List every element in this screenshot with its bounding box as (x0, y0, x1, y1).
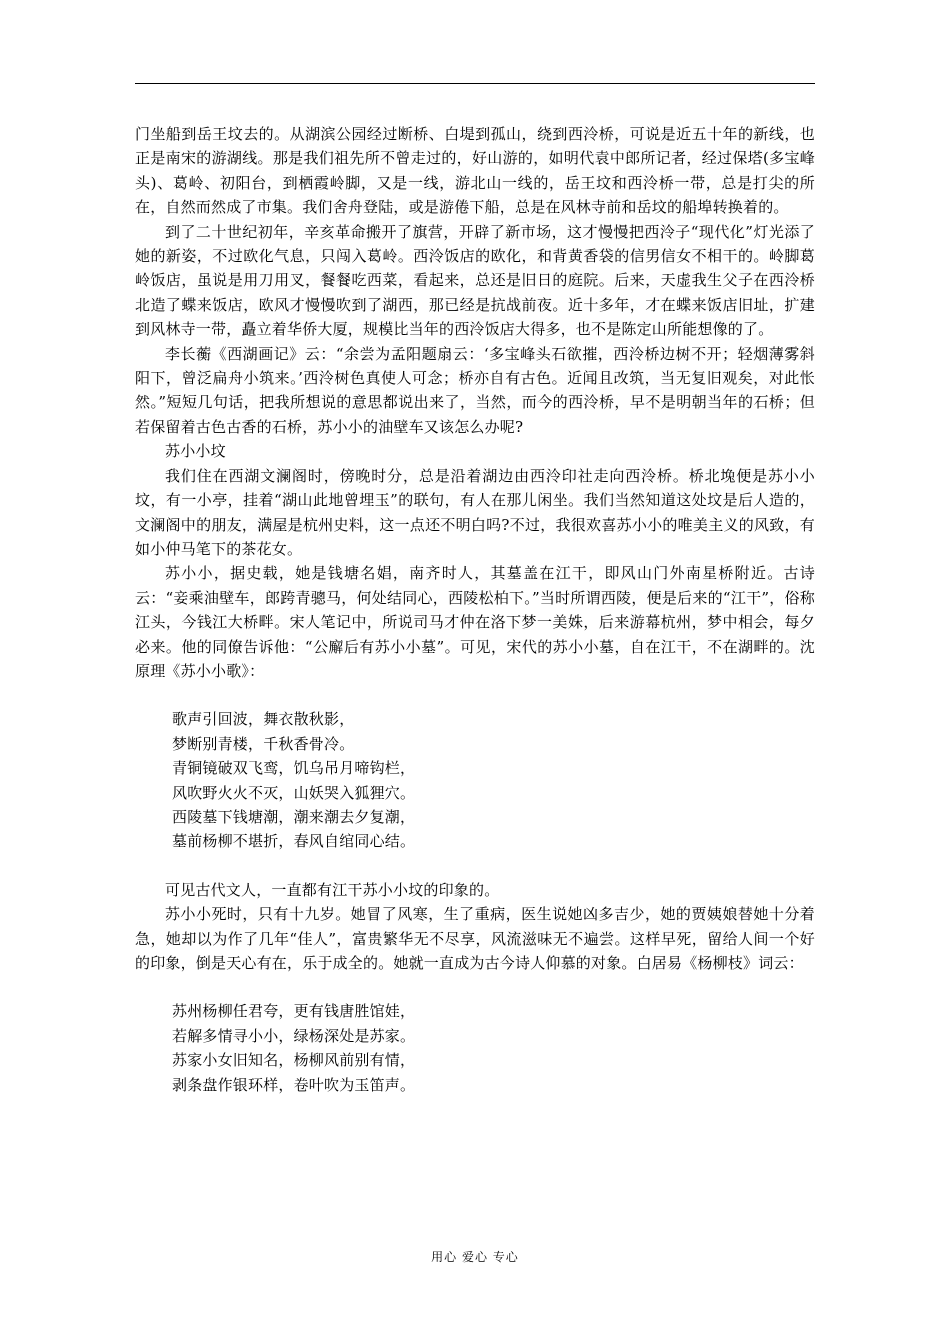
poem-line: 墓前杨柳不堪折，春风自绾同心结。 (172, 832, 416, 851)
poem-line: 剥条盘作银环样，卷叶吹为玉笛声。 (172, 1075, 416, 1094)
poem-su-xiaoxiao-song (135, 707, 815, 853)
poem-line: 梦断别青楼，千秋香骨冷。 (172, 734, 355, 753)
section-heading: 苏小小坟 (165, 442, 226, 461)
poem-line: 苏家小女旧知名，杨柳风前别有情， (172, 1051, 416, 1070)
article-body (135, 122, 815, 1121)
paragraph-5: 我们住在西湖文澜阁时，傍晚时分，总是沿着湖边由西泠印社走向西泠桥。桥北堍便是苏小小坟，有一小亭，挂着“湖山此地曾埋玉”的联句，有人在那儿闲坐。我们当然知道这处坟是后人造的，文澜阁中的朋友，满屋是杭州史料，这一点还不明白吗?不过，我很欢喜苏小小的唯美主义的风致，有如小仲马笔下的茶花女。 (135, 466, 815, 558)
poem-line: 西陵墓下钱塘潮，潮来潮去夕复潮， (172, 807, 416, 826)
poem-line: 风吹野火火不灭，山妖哭入狐狸穴。 (172, 783, 416, 802)
poem-line: 若解多情寻小小，绿杨深处是苏家。 (172, 1026, 416, 1045)
poem-line: 青铜镜破双飞鸾，饥乌吊月啼钩栏， (172, 759, 416, 778)
paragraph-8: 苏小小死时，只有十九岁。她冒了风寒，生了重病，医生说她凶多吉少，她的贾姨娘替她十分着急，她却以为作了几年“佳人”，富贵繁华无不尽享，风流滋味无不遍尝。这样早死，留给人间一个好的印象，倒是天心有在，乐于成全的。她就一直成为古今诗人仰慕的对象。白居易《杨柳枝》词云： (135, 905, 815, 972)
paragraph-7: 可见古代文人，一直都有江干苏小小坟的印象的。 (165, 880, 500, 899)
paragraph-6: 苏小小，据史载，她是钱塘名娼，南齐时人，其墓盖在江干，即风山门外南星桥附近。古诗云：“妾乘油壁车，郎跨青骢马，何处结同心，西陵松柏下。”当时所谓西陵，便是后来的“江干”，俗称江头，今钱江大桥畔。宋人笔记中，所说司马才仲在洛下梦一美姝，后来游幕杭州，梦中相会，每夕必来。他的同僚告诉他：“公廨后有苏小小墓”。可见，宋代的苏小小墓，自在江干，不在湖畔的。沈原理《苏小小歌》： (135, 564, 815, 680)
paragraph-1: 门坐船到岳王坟去的。从湖滨公园经过断桥、白堤到孤山，绕到西泠桥，可说是近五十年的新线，也正是南宋的游湖线。那是我们祖先所不曾走过的，好山游的，如明代袁中郎所记者，经过保塔(多宝峰头)、葛岭、初阳台，到栖霞岭脚，又是一线，游北山一线的，岳王坟和西泠桥一带，总是打尖的所在，自然而然成了市集。我们舍舟登陆，或是游倦下船，总是在风林寺前和岳坟的船埠转换着的。 (135, 125, 815, 217)
page-footer: 用心 爱心 专心 (431, 1250, 519, 1264)
header-rule (135, 83, 815, 84)
poem-line: 歌声引回波，舞衣散秋影， (172, 710, 355, 729)
poem-yangliuzhi (135, 999, 815, 1097)
paragraph-3: 李长蘅《西湖画记》云：“余尝为孟阳题扇云：‘多宝峰头石欲摧，西泠桥边树不开；轻烟薄雾斜阳下，曾泛扁舟小筑来。’西泠树色真使人可念；桥亦自有古色。近闻且改筑，当无复旧观矣，对此怅然。”短短几句话，把我所想说的意思都说出来了，当然，而今的西泠桥，早不是明朝当年的石桥；但若保留着古色古香的石桥，苏小小的油壁车又该怎么办呢? (135, 344, 815, 436)
paragraph-2: 到了二十世纪初年，辛亥革命搬开了旗营，开辟了新市场，这才慢慢把西泠子“现代化”灯光添了她的新姿，不过欧化气息，只闯入葛岭。西泠饭店的欧化，和背黄香袋的信男信女不相干的。岭脚葛岭饭店，虽说是用刀用叉，餐餐吃西菜，看起来，总还是旧日的庭院。后来，天虚我生父子在西泠桥北造了蝶来饭店，欧风才慢慢吹到了湖西，那已经是抗战前夜。近十多年，才在蝶来饭店旧址，扩建到风林寺一带，矗立着华侨大厦，规模比当年的西泠饭店大得多，也不是陈定山所能想像的了。 (135, 222, 815, 339)
poem-line: 苏州杨柳任君夸，更有钱唐胜馆娃， (172, 1002, 416, 1021)
